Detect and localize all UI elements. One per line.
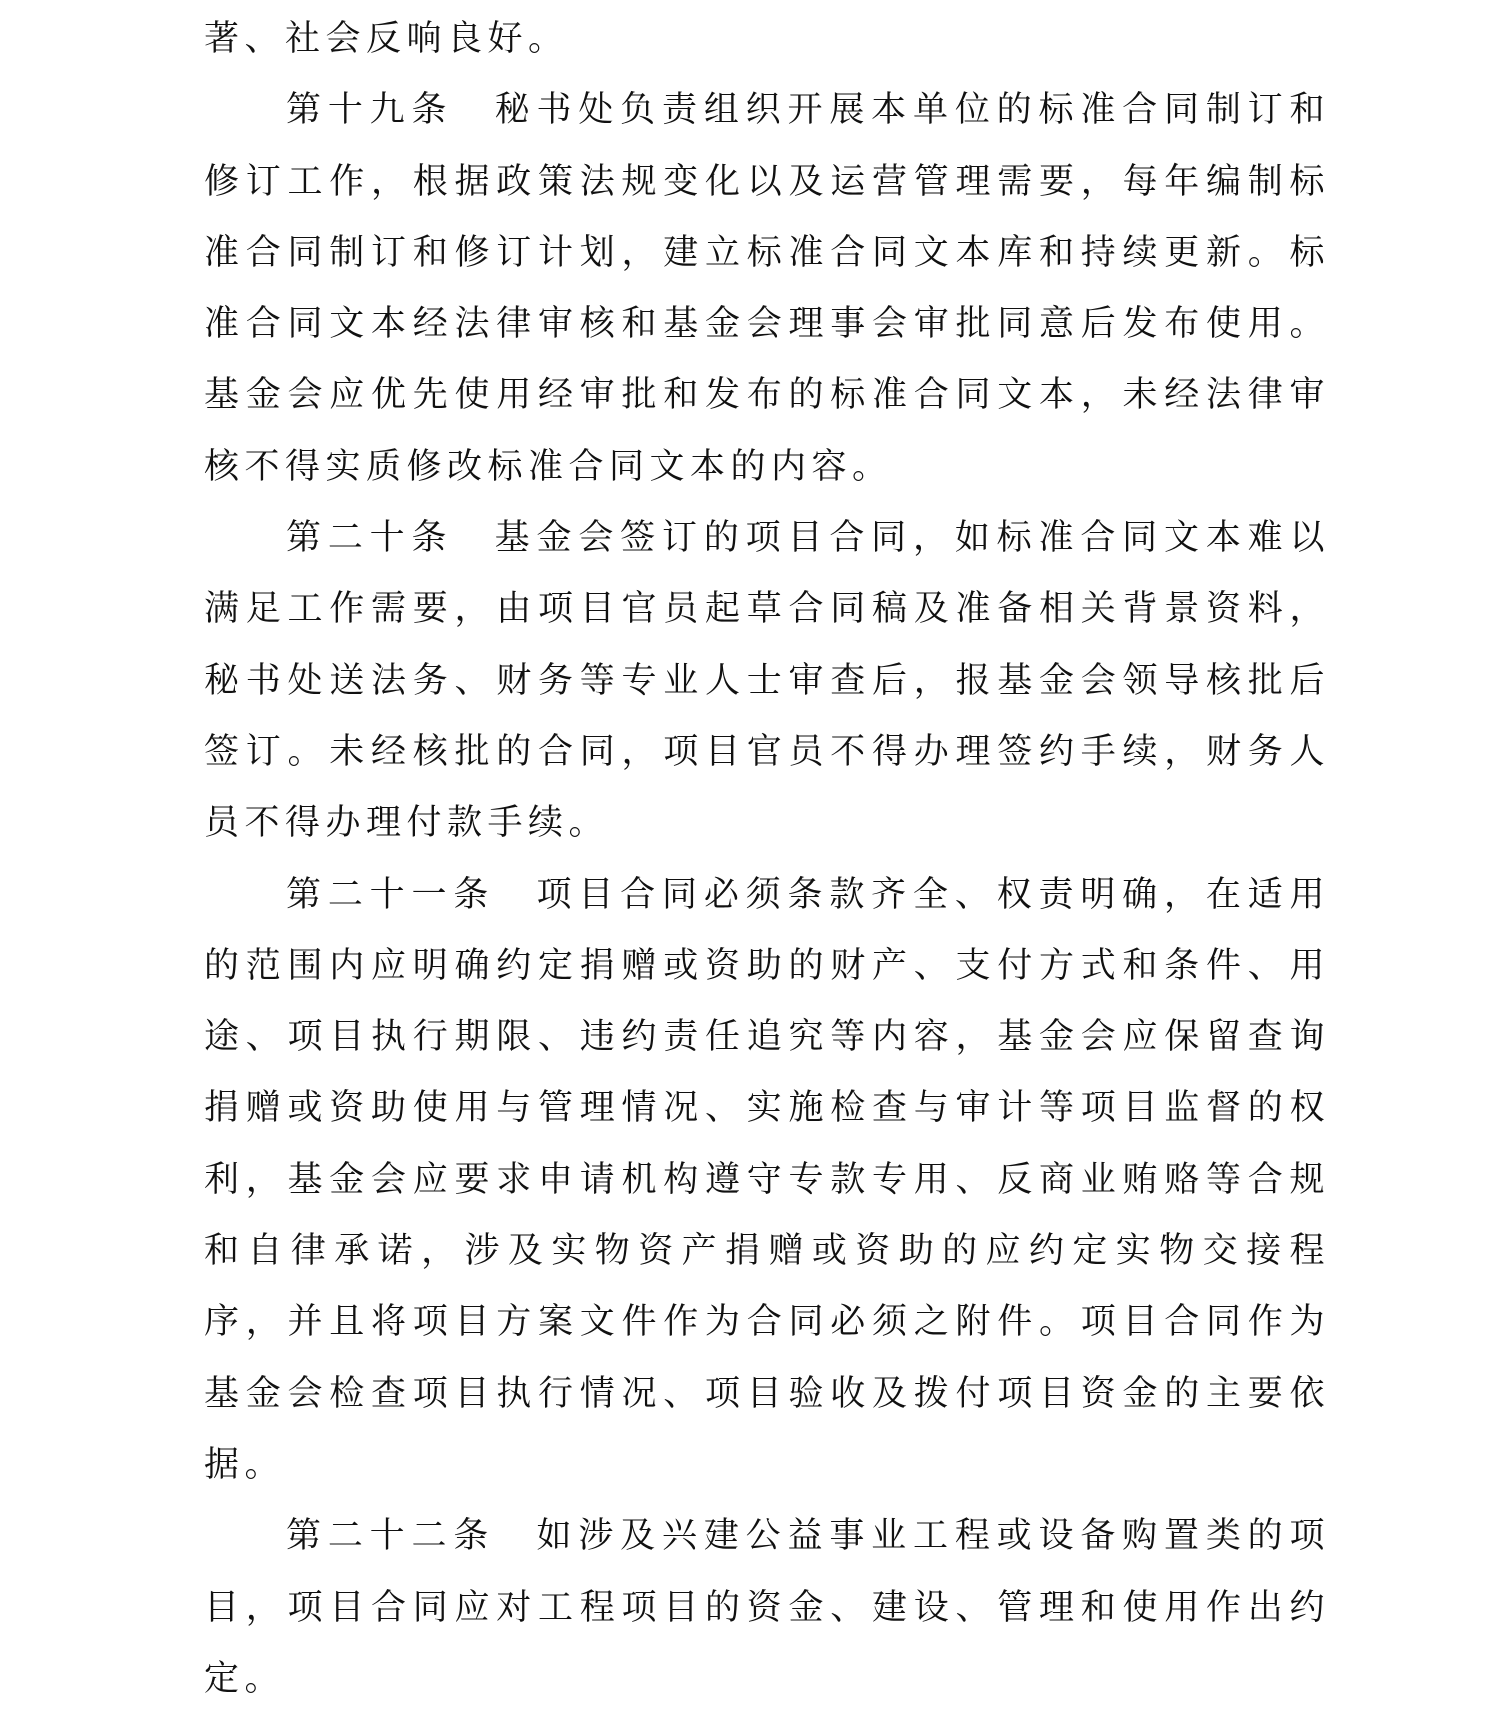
article-number: 第十九条 (286, 90, 454, 131)
paragraph-text: 项目合同必须条款齐全、权责明确，在适用的范围内应明确约定捐赠或资助的财产、支付方式和条件、用途、项目执行期限、违约责任追究等内容，基金会应保留查询捐赠或资助使用与管理情况、实施检查与审计等项目监督的权利，基金会应要求申请机构遵守专款专用、反商业贿赂等合规和自律承诺，涉及实物资产捐赠或资助的应约定实物交接程序，并且将项目方案文件作为合同必须之附件。项目合同作为基金会检查项目执行情况、项目验收及拨付项目资金的主要依据。 (204, 874, 1330, 1485)
paragraph-text: 如涉及兴建公益事业工程或设备购置类的项目，项目合同应对工程项目的资金、建设、管理和使用作出约定。 (204, 1516, 1330, 1699)
paragraph-article-21 (204, 860, 1330, 1502)
article-number: 第二十二条 (286, 1516, 496, 1557)
article-number: 第二十一条 (286, 874, 496, 915)
paragraph-continued (204, 4, 1330, 75)
paragraph-article-20 (204, 503, 1330, 859)
paragraph-article-19 (204, 75, 1330, 503)
paragraph-text: 著、社会反响良好。 (204, 19, 569, 59)
paragraph-text: 秘书处负责组织开展本单位的标准合同制订和修订工作，根据政策法规变化以及运营管理需要，每年编制标准合同制订和修订计划，建立标准合同文本库和持续更新。标准合同文本经法律审核和基金会理事会审批同意后发布使用。基金会应优先使用经审批和发布的标准合同文本，未经法律审核不得实质修改标准合同文本的内容。 (204, 90, 1330, 487)
paragraph-text: 基金会签订的项目合同，如标准合同文本难以满足工作需要，由项目官员起草合同稿及准备相关背景资料，秘书处送法务、财务等专业人士审查后，报基金会领导核批后签订。未经核批的合同，项目官员不得办理签约手续，财务人员不得办理付款手续。 (204, 518, 1330, 844)
document-page (204, 4, 1330, 1715)
paragraph-article-22 (204, 1501, 1330, 1715)
article-number: 第二十条 (286, 518, 454, 559)
